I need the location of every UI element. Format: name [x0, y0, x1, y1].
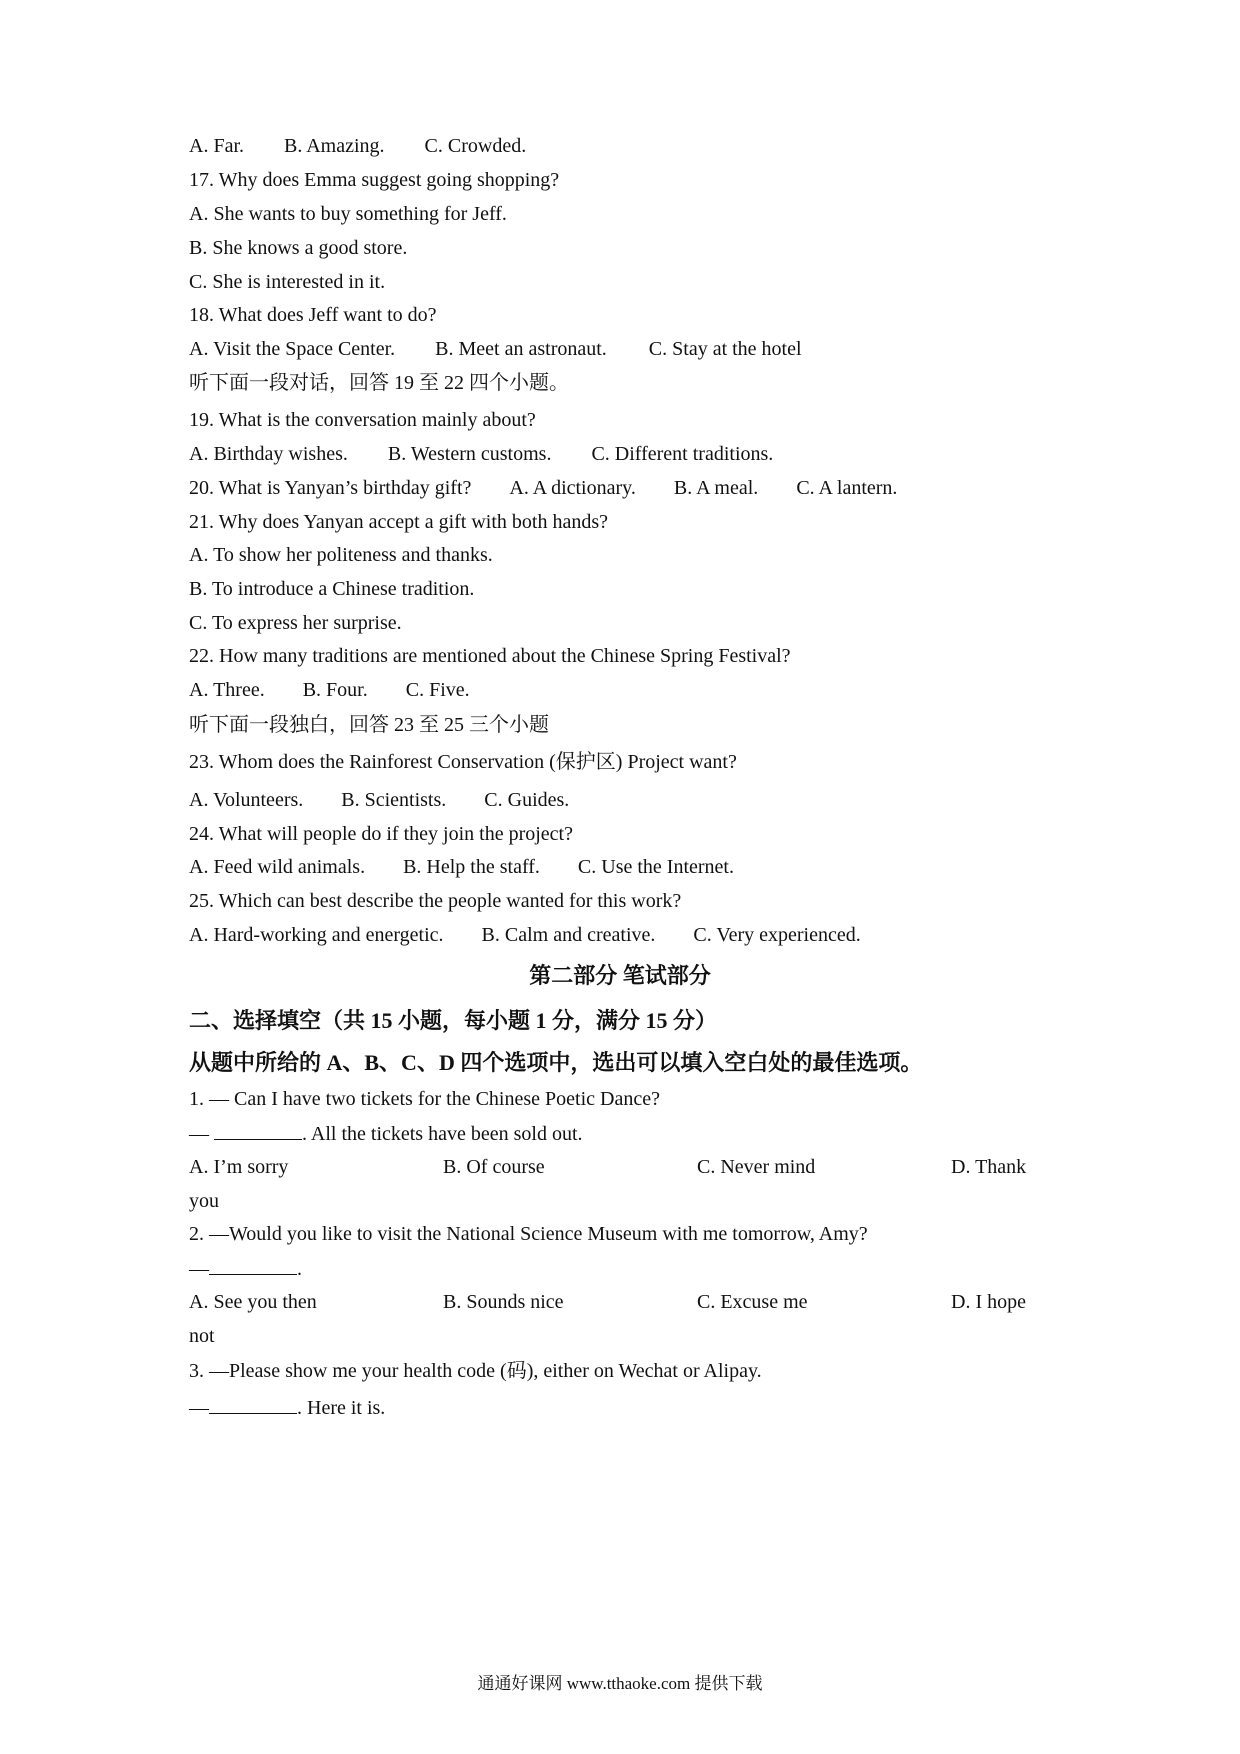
option-a: A. Visit the Space Center.: [189, 338, 396, 360]
reply-text: . All the tickets have been sold out.: [302, 1123, 583, 1145]
mc1-reply: [189, 1121, 583, 1146]
q17-option-b: B. She knows a good store.: [189, 237, 408, 259]
option-b: B. A meal.: [673, 477, 759, 499]
option-c: C. Use the Internet.: [577, 856, 734, 878]
option-a: A. A dictionary.: [509, 477, 636, 499]
q16-options: [189, 134, 526, 158]
listening-instruction-23-25: 听下面一段独白，回答 23 至 25 三个小题: [189, 714, 549, 736]
option-c: C. Crowded.: [424, 135, 527, 157]
option-b: B. Help the staff.: [403, 856, 540, 878]
dash: —: [189, 1123, 214, 1145]
option-b: B. Sounds nice: [443, 1291, 564, 1313]
q17-option-a: A. She wants to buy something for Jeff.: [189, 203, 507, 225]
page-footer: 通通好课网 www.tthaoke.com 提供下载: [477, 1674, 763, 1693]
q23-prompt: 23. Whom does the Rainforest Conservation (保护区) Project want?: [189, 751, 737, 773]
q18-prompt: 18. What does Jeff want to do?: [189, 304, 437, 326]
option-c: C. Very experienced.: [693, 924, 861, 946]
option-b: B. Of course: [443, 1156, 545, 1178]
option-a: A. Far.: [189, 135, 244, 157]
option-a: A. I’m sorry: [189, 1156, 289, 1178]
option-a: A. Volunteers.: [189, 789, 304, 811]
option-a: A. See you then: [189, 1291, 317, 1313]
option-a: A. Hard-working and energetic.: [189, 924, 444, 946]
answer-blank: [214, 1121, 302, 1140]
option-a: A. Three.: [189, 679, 265, 701]
mc1-prompt: 1. — Can I have two tickets for the Chinese Poetic Dance?: [189, 1088, 660, 1110]
reply-text: .: [297, 1258, 302, 1280]
option-c: C. A lantern.: [796, 477, 898, 499]
q22-options: [189, 678, 470, 702]
q25-prompt: 25. Which can best describe the people wanted for this work?: [189, 890, 682, 912]
section-heading: 二、选择填空（共 15 小题，每小题 1 分，满分 15 分）: [189, 1008, 718, 1033]
mc3-prompt: 3. —Please show me your health code (码), either on Wechat or Alipay.: [189, 1360, 762, 1382]
q20-line: [189, 476, 897, 500]
mc2-reply: [189, 1256, 302, 1281]
option-b: B. Amazing.: [284, 135, 385, 157]
mc2-prompt: 2. —Would you like to visit the National Science Museum with me tomorrow, Amy?: [189, 1223, 868, 1245]
answer-blank: [209, 1256, 297, 1275]
option-b: B. Western customs.: [387, 443, 552, 465]
option-b: B. Calm and creative.: [481, 924, 656, 946]
q18-options: [189, 337, 802, 361]
mc3-reply: [189, 1395, 385, 1420]
q22-prompt: 22. How many traditions are mentioned about the Chinese Spring Festival?: [189, 645, 791, 667]
q20-prompt: 20. What is Yanyan’s birthday gift?: [189, 477, 472, 499]
option-c: C. Five.: [405, 679, 470, 701]
option-d: D. Thank: [951, 1156, 1027, 1178]
option-d: D. I hope: [951, 1291, 1026, 1313]
q21-option-b: B. To introduce a Chinese tradition.: [189, 578, 475, 600]
mc2-option-d-wrap: not: [189, 1325, 215, 1347]
option-b: B. Meet an astronaut.: [435, 338, 607, 360]
mc1-option-d-wrap: you: [189, 1190, 219, 1212]
option-b: B. Scientists.: [341, 789, 447, 811]
reply-text: . Here it is.: [297, 1397, 386, 1419]
q21-prompt: 21. Why does Yanyan accept a gift with both hands?: [189, 511, 608, 533]
section-title: 第二部分 笔试部分: [529, 963, 711, 988]
dash: —: [189, 1397, 209, 1419]
option-b: B. Four.: [302, 679, 368, 701]
option-c: C. Never mind: [697, 1156, 816, 1178]
q25-options: [189, 923, 861, 947]
q17-option-c: C. She is interested in it.: [189, 271, 386, 293]
dash: —: [189, 1258, 209, 1280]
option-c: C. Stay at the hotel: [648, 338, 802, 360]
q24-prompt: 24. What will people do if they join the project?: [189, 823, 573, 845]
listening-instruction-19-22: 听下面一段对话，回答 19 至 22 四个小题。: [189, 372, 569, 394]
option-a: A. Feed wild animals.: [189, 856, 366, 878]
q17-prompt: 17. Why does Emma suggest going shopping?: [189, 169, 560, 191]
section-instruction: 从题中所给的 A、B、C、D 四个选项中，选出可以填入空白处的最佳选项。: [189, 1050, 923, 1075]
q24-options: [189, 855, 734, 879]
q21-option-a: A. To show her politeness and thanks.: [189, 544, 493, 566]
q23-options: [189, 788, 569, 812]
answer-blank: [209, 1395, 297, 1414]
q19-prompt: 19. What is the conversation mainly about?: [189, 409, 536, 431]
option-c: C. Excuse me: [697, 1291, 808, 1313]
option-c: C. Guides.: [484, 789, 570, 811]
q19-options: [189, 442, 773, 466]
option-c: C. Different traditions.: [591, 443, 774, 465]
q21-option-c: C. To express her surprise.: [189, 612, 402, 634]
option-a: A. Birthday wishes.: [189, 443, 348, 465]
